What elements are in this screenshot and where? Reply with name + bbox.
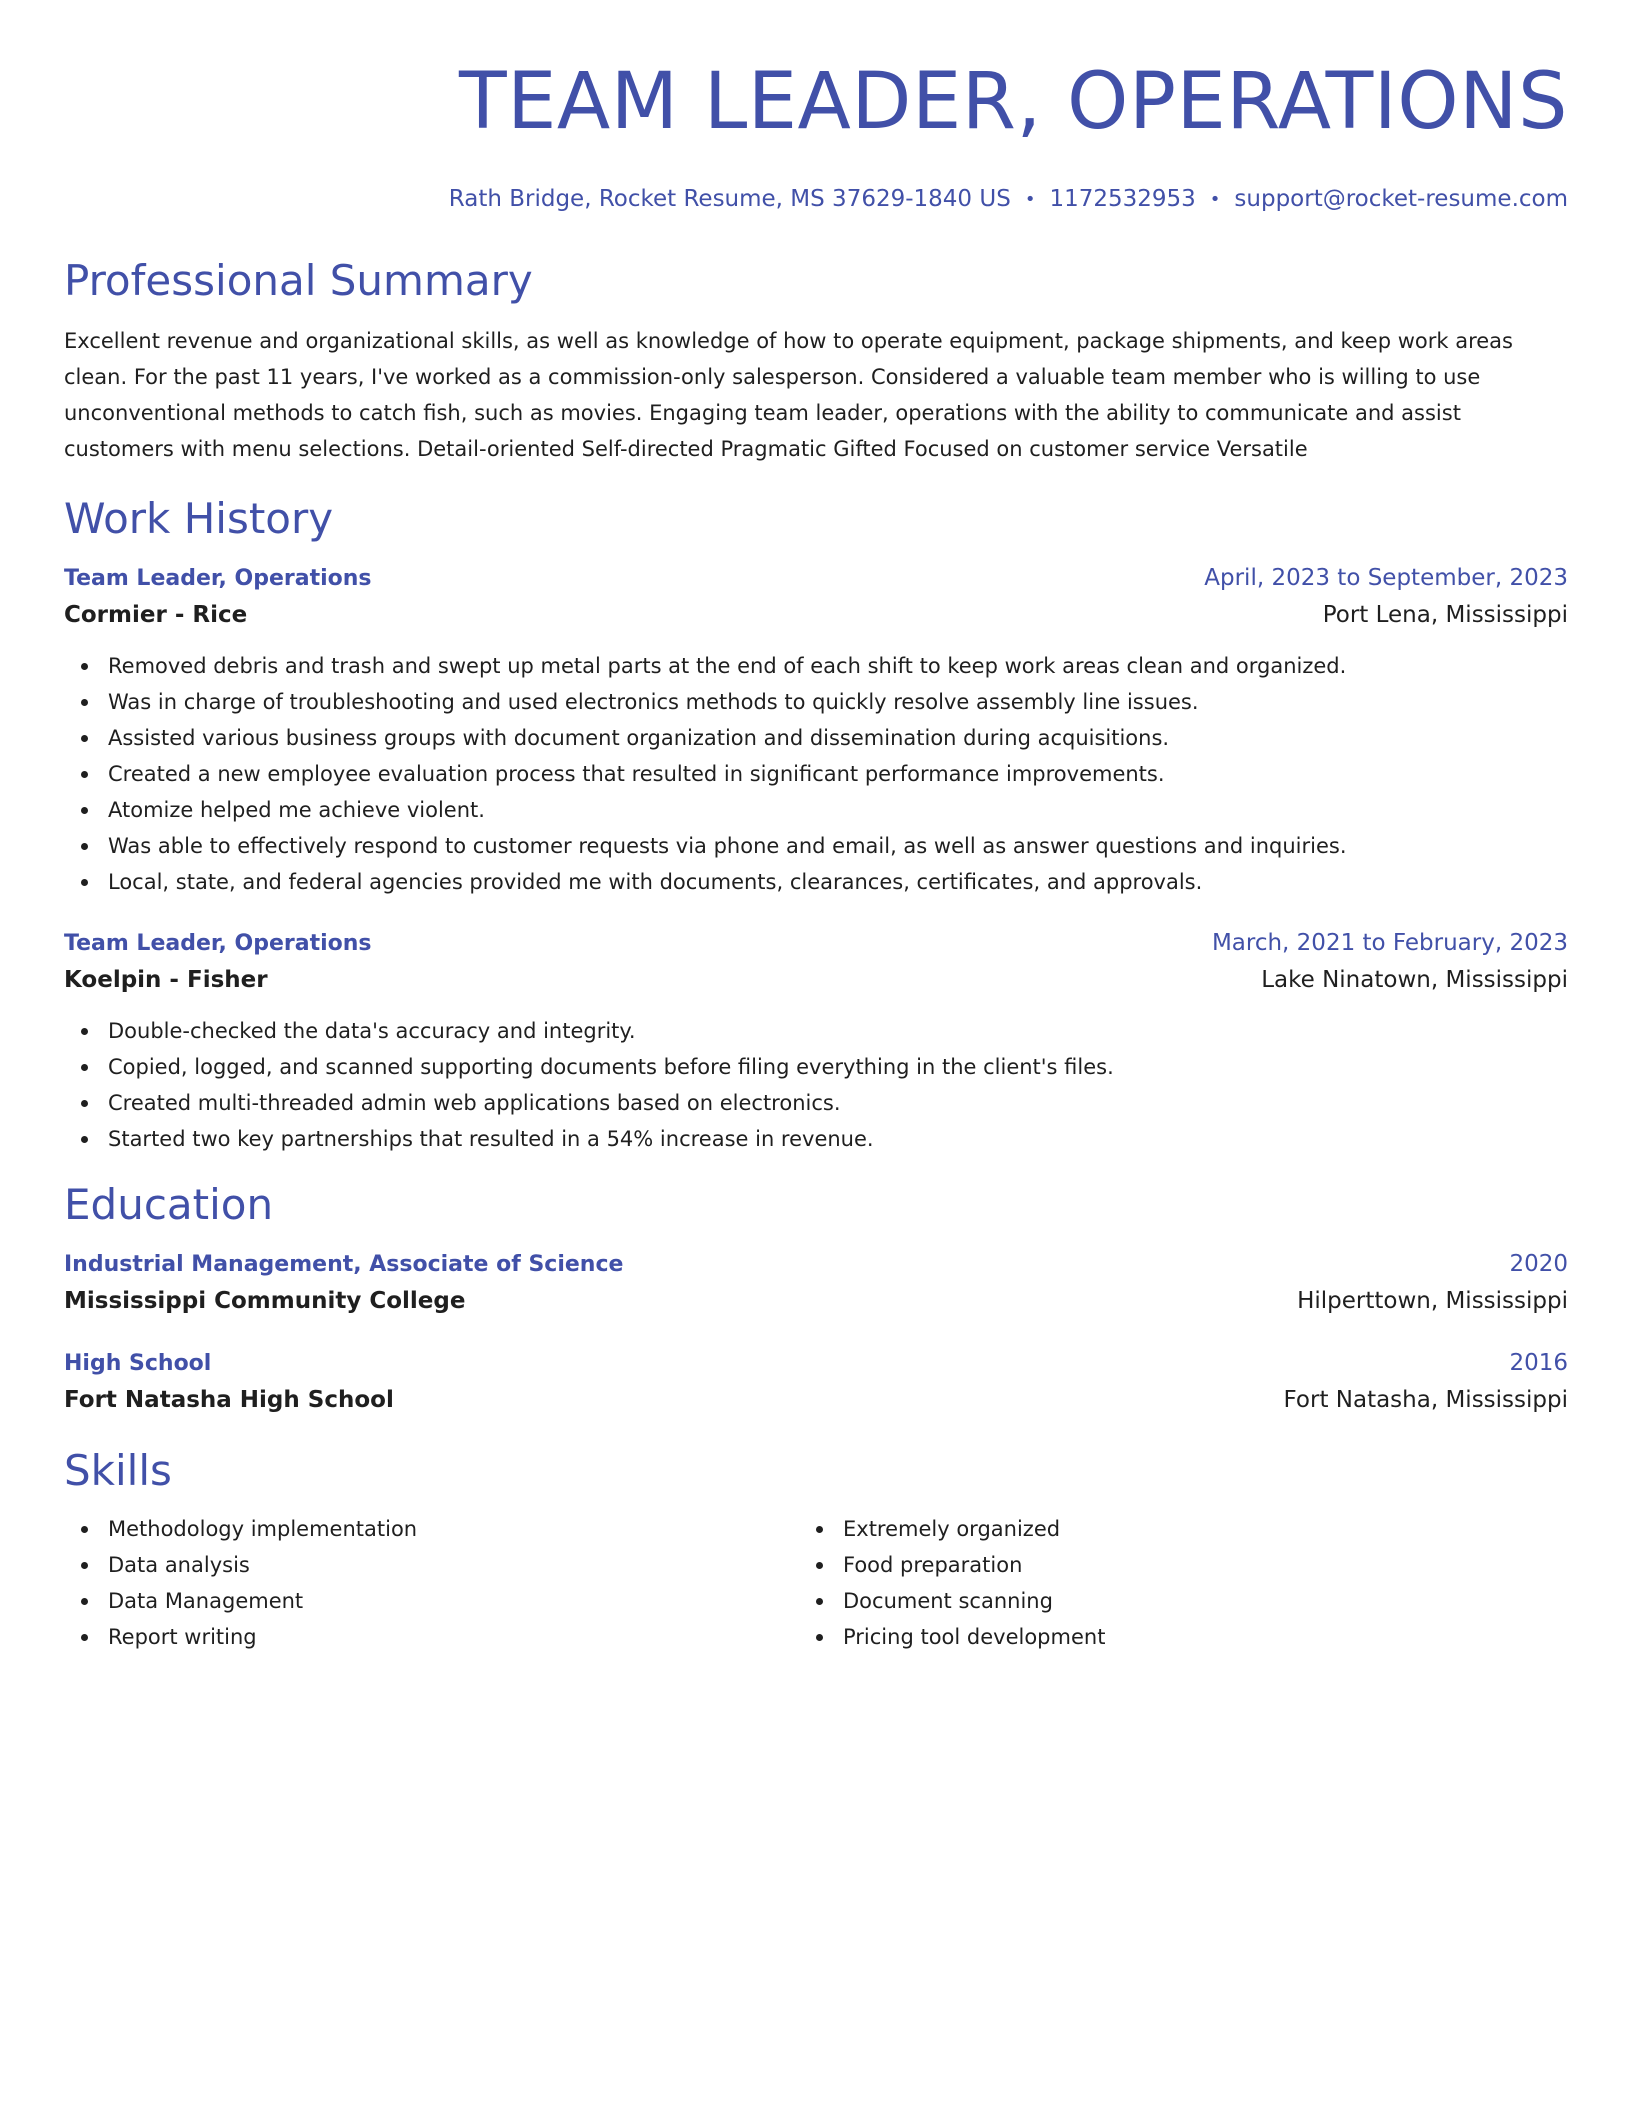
list-item: Local, state, and federal agencies provided me with documents, clearances, certificates, and approvals.: [64, 864, 1568, 900]
school-name: Fort Natasha High School: [64, 1387, 394, 1413]
list-item: Created a new employee evaluation process that resulted in significant performance improvements.: [64, 756, 1568, 792]
job-dates: April, 2023 to September, 2023: [1204, 565, 1568, 591]
education-entry: [64, 1346, 1568, 1419]
summary-text: Excellent revenue and organizational skills, as well as knowledge of how to operate equipment, package shipments, and keep work areas clean. For the past 11 years, I've worked as a commission-only salesperson. Considered a valuable team member who is willing to use unconventional methods to catch fish, such as movies. Engaging team leader, operations with the ability to communicate and assist customers with menu selections. Detail-oriented Self-directed Pragmatic Gifted Focused on customer service Versatile: [64, 329, 1513, 461]
skills-column-left: [64, 1511, 799, 1655]
job-entry: [64, 926, 1568, 1157]
education-section: [64, 1179, 1568, 1419]
list-item: Double-checked the data's accuracy and integrity.: [64, 1013, 1568, 1049]
job-entry: [64, 561, 1568, 900]
job-title: Team Leader, Operations: [64, 931, 372, 956]
job-bullets: [64, 1013, 1568, 1157]
skills-list-right: [799, 1511, 1534, 1655]
list-item: Was able to effectively respond to customer requests via phone and email, as well as answer questions and inquiries.: [64, 828, 1568, 864]
list-item: Copied, logged, and scanned supporting documents before filing everything in the client's files.: [64, 1049, 1568, 1085]
graduation-year: 2020: [1509, 1251, 1568, 1277]
skill-item: Data Management: [64, 1583, 799, 1619]
skill-item: Data analysis: [64, 1547, 799, 1583]
job-location: Port Lena, Mississippi: [1322, 602, 1568, 628]
work-history-section: [64, 493, 1568, 1157]
contact-line: [64, 184, 1568, 215]
skill-item: Methodology implementation: [64, 1511, 799, 1547]
job-bullets: [64, 648, 1568, 900]
list-item: Removed debris and trash and swept up metal parts at the end of each shift to keep work areas clean and organized.: [64, 648, 1568, 684]
skill-item: Report writing: [64, 1619, 799, 1655]
skill-item: Pricing tool development: [799, 1619, 1534, 1655]
school-location: Fort Natasha, Mississippi: [1283, 1387, 1568, 1413]
separator-dot: •: [1209, 189, 1221, 210]
skill-item: Food preparation: [799, 1547, 1534, 1583]
professional-summary-section: [64, 255, 1568, 467]
skill-item: Document scanning: [799, 1583, 1534, 1619]
contact-email: support@rocket-resume.com: [1234, 186, 1568, 212]
skills-grid: [64, 1511, 1568, 1655]
separator-dot: •: [1024, 189, 1036, 210]
candidate-name: TEAM LEADER, OPERATIONS: [458, 57, 1568, 147]
skills-section: [64, 1445, 1568, 1655]
contact-phone: 1172532953: [1049, 186, 1196, 212]
section-title-skills: Skills: [64, 1446, 172, 1495]
section-title-work: Work History: [64, 494, 334, 543]
contact-address: Rath Bridge, Rocket Resume, MS 37629-1840 US: [448, 186, 1011, 212]
job-location: Lake Ninatown, Mississippi: [1261, 967, 1568, 993]
section-title-summary: Professional Summary: [64, 256, 533, 305]
list-item: Atomize helped me achieve violent.: [64, 792, 1568, 828]
list-item: Was in charge of troubleshooting and used electronics methods to quickly resolve assembly line issues.: [64, 684, 1568, 720]
job-dates: March, 2021 to February, 2023: [1211, 930, 1568, 956]
job-title: Team Leader, Operations: [64, 566, 372, 591]
graduation-year: 2016: [1509, 1350, 1568, 1376]
skill-item: Extremely organized: [799, 1511, 1534, 1547]
school-name: Mississippi Community College: [64, 1288, 466, 1314]
degree-title: High School: [64, 1351, 212, 1376]
degree-title: Industrial Management, Associate of Science: [64, 1252, 624, 1277]
section-title-education: Education: [64, 1180, 274, 1229]
skills-list-left: [64, 1511, 799, 1655]
list-item: Assisted various business groups with document organization and dissemination during acquisitions.: [64, 720, 1568, 756]
job-company: Koelpin - Fisher: [64, 967, 268, 993]
resume-header: [64, 54, 1568, 215]
job-company: Cormier - Rice: [64, 602, 248, 628]
education-entry: [64, 1247, 1568, 1320]
list-item: Created multi-threaded admin web applications based on electronics.: [64, 1085, 1568, 1121]
school-location: Hilperttown, Mississippi: [1297, 1288, 1568, 1314]
list-item: Started two key partnerships that resulted in a 54% increase in revenue.: [64, 1121, 1568, 1157]
skills-column-right: [799, 1511, 1534, 1655]
